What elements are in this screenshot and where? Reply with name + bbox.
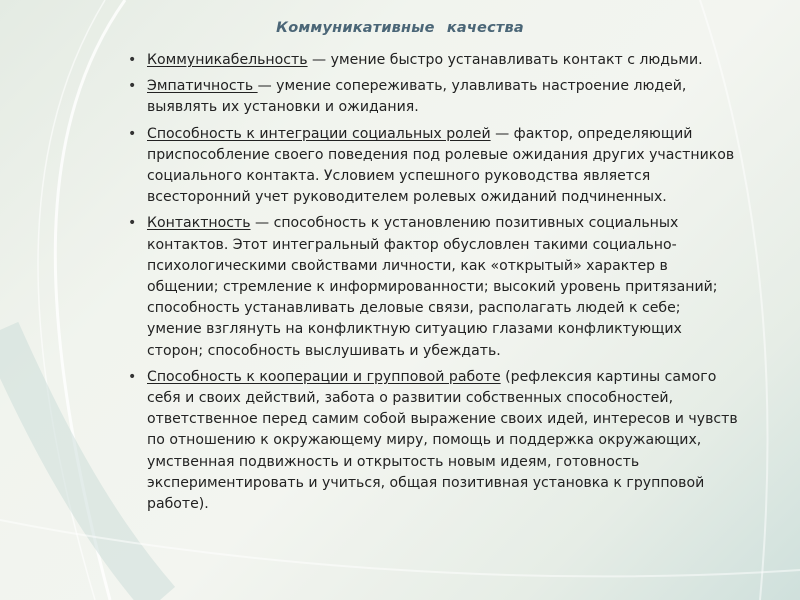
item-text: — умение сопереживать, улавливать настроение людей, выявлять их установки и ожидания. — [147, 78, 687, 116]
item-term: Коммуникабельность — [147, 52, 308, 68]
item-text: — фактор, определяющий приспособление своего поведения под ролевые ожидания других участников социального контакта. Условием успешного руководства является всесторонний учет руководителем ролевых ожиданий подчиненных. — [147, 125, 735, 206]
item-term: Способность к интеграции социальных ролей — [147, 125, 491, 142]
list-item — [126, 213, 738, 361]
item-term: Эмпатичность — [147, 78, 258, 95]
item-text: (рефлексия картины самого себя и своих действий, забота о развитии собственных способностей, ответственное перед самим собой выражение своих идей, интересов и чувств по отношению к окружающему миру, помощь и поддержка окружающих, умственная подвижность и открытость новым идеям, готовность экспериментировать и учиться, общая позитивная установка к групповой работе). — [147, 368, 738, 513]
slide-title: Коммуникативные качества — [276, 20, 524, 36]
list-item — [126, 76, 738, 118]
bullet-list — [126, 50, 738, 520]
list-item — [126, 367, 738, 515]
list-item — [126, 124, 738, 209]
item-term: Контактность — [147, 215, 251, 232]
item-text: — способность к установлению позитивных социальных контактов. Этот интегральный фактор обусловлен такими социально-психологическими свойствами личности, как «открытый» характер в общении; стремление к информированности; высокий уровень притязаний; способность устанавливать деловые связи, располагать людей к себе; умение взглянуть на конфликтную ситуацию глазами конфликтующих сторон; способность выслушивать и убеждать. — [147, 215, 718, 359]
item-text: — умение быстро устанавливать контакт с людьми. — [307, 52, 703, 68]
list-item — [126, 50, 738, 71]
item-term: Способность к кооперации и групповой работе — [147, 368, 501, 385]
